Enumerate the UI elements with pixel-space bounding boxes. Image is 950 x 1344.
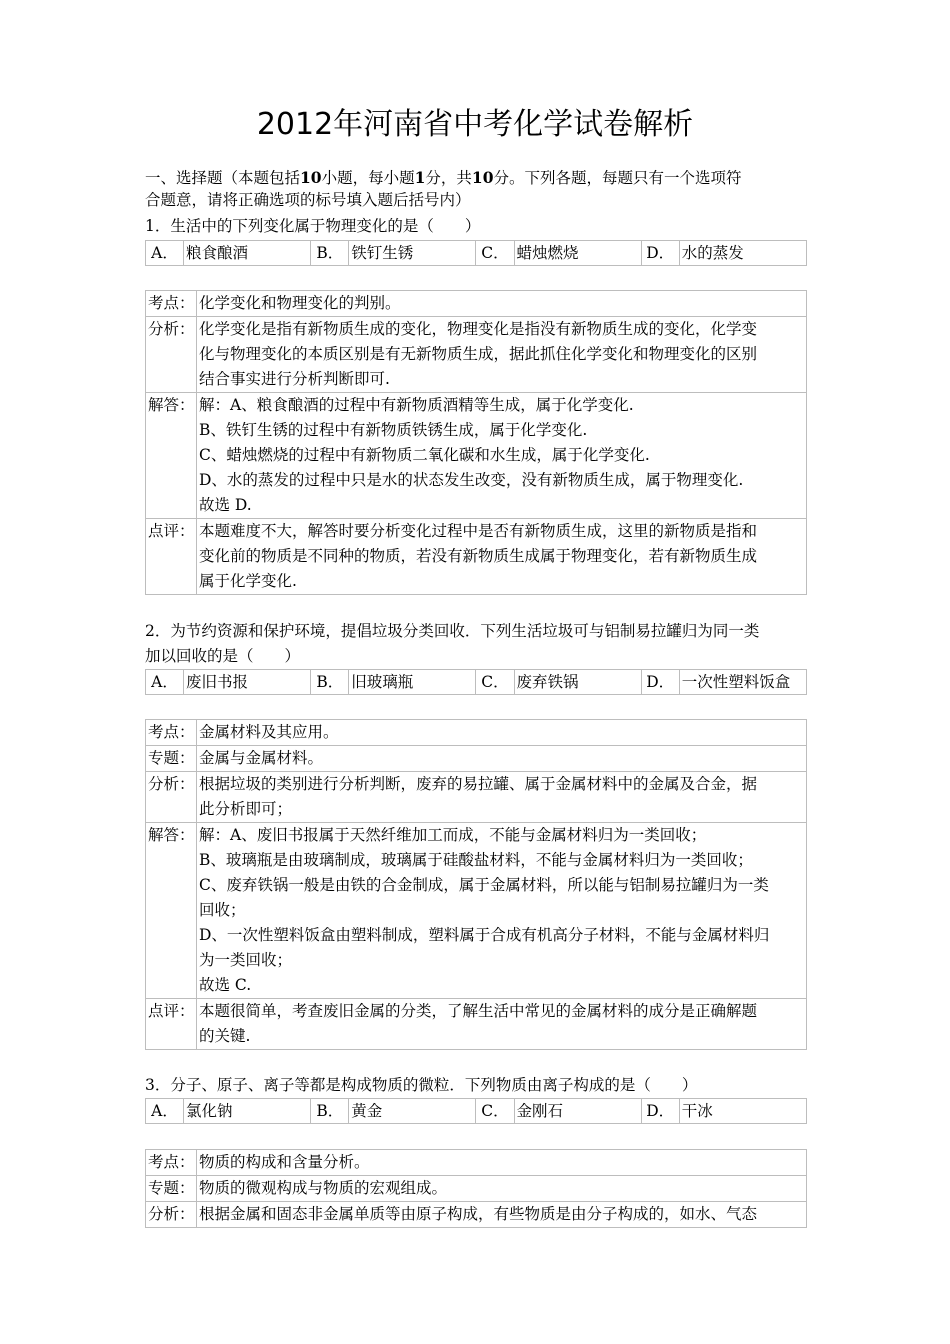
q2-analysis-row-dianping [146, 999, 807, 1050]
q1-dianping-label: 点评： [146, 519, 197, 595]
q1-kaodian-label: 考点： [146, 291, 197, 317]
q1-analysis-table [145, 290, 807, 595]
q2-option-a-text: 废旧书报 [184, 670, 311, 695]
q3-options [145, 1098, 807, 1124]
document-title: 2012年河南省中考化学试卷解析 [256, 107, 694, 142]
q1-option-b-text: 铁钉生锈 [349, 241, 476, 266]
q2-dianping-body: 本题很简单，考查废旧金属的分类，了解生活中常见的金属材料的成分是正确解题 的关键. [197, 999, 807, 1050]
q1-option-a-letter: A． [146, 241, 184, 266]
q2-analysis-row-kaodian [146, 720, 807, 746]
q1-option-b-letter: B． [311, 241, 349, 266]
q3-stem: 3．分子、原子、离子等都是构成物质的微粒．下列物质由离子构成的是（ ） [145, 1076, 698, 1094]
q2-analysis-row-zhuanti [146, 746, 807, 772]
q2-option-d-letter: D． [641, 670, 679, 695]
q2-fenxi-label: 分析： [146, 772, 197, 823]
q2-jieda-label: 解答： [146, 823, 197, 999]
q2-jieda-body: 解：A、废旧书报属于天然纤维加工而成，不能与金属材料归为一类回收； B、玻璃瓶是由玻璃制成，玻璃属于硅酸盐材料，不能与金属材料归为一类回收； C、废弃铁锅一般是由铁的合金制成，属于金属材料，所以能与铝制易拉罐归为一类 回收； D、一次性塑料饭盒由塑料制成，塑料属于合成有机高分子材料，不能与金属材料归 为一类回收； 故选 C. [197, 823, 807, 999]
q3-option-c-text: 金刚石 [514, 1099, 641, 1124]
q3-analysis-row-kaodian [146, 1150, 807, 1176]
q2-kaodian-body: 金属材料及其应用。 [197, 720, 807, 746]
q3-kaodian-body: 物质的构成和含量分析。 [197, 1150, 807, 1176]
q1-option-c-text: 蜡烛燃烧 [514, 241, 641, 266]
q3-option-b-text: 黄金 [349, 1099, 476, 1124]
q2-option-d-text: 一次性塑料饭盒 [679, 670, 806, 695]
q1-analysis-row-jieda [146, 393, 807, 519]
q3-fenxi-label: 分析： [146, 1202, 197, 1228]
q2-option-a-letter: A． [146, 670, 184, 695]
q1-dianping-body: 本题难度不大，解答时要分析变化过程中是否有新物质生成，这里的新物质是指和 变化前的物质是不同种的物质，若没有新物质生成属于物理变化，若有新物质生成 属于化学变化. [197, 519, 807, 595]
q3-analysis-row-zhuanti [146, 1176, 807, 1202]
q3-option-c-letter: C． [476, 1099, 514, 1124]
q3-option-a-letter: A． [146, 1099, 184, 1124]
q2-stem: 2．为节约资源和保护环境，提倡垃圾分类回收．下列生活垃圾可与铝制易拉罐归为同一类 加以回收的是（ ） [145, 622, 760, 665]
q2-analysis-row-jieda [146, 823, 807, 999]
q1-stem: 1．生活中的下列变化属于物理变化的是（ ） [145, 217, 481, 235]
q1-options [145, 240, 807, 266]
q3-option-d-text: 干冰 [679, 1099, 806, 1124]
q1-fenxi-label: 分析： [146, 317, 197, 393]
q2-dianping-label: 点评： [146, 999, 197, 1050]
q2-zhuanti-label: 专题： [146, 746, 197, 772]
q3-option-d-letter: D． [641, 1099, 679, 1124]
section-instructions-line-1: 一、选择题（本题包括10小题，每小题1分，共10分。下列各题，每题只有一个选项符 [145, 168, 742, 187]
q2-option-c-letter: C． [476, 670, 514, 695]
q2-zhuanti-body: 金属与金属材料。 [197, 746, 807, 772]
q1-option-d-text: 水的蒸发 [679, 241, 806, 266]
q2-fenxi-body: 根据垃圾的类别进行分析判断，废弃的易拉罐、属于金属材料中的金属及合金，据 此分析即可； [197, 772, 807, 823]
section-instructions [145, 167, 811, 211]
q3-fenxi-body: 根据金属和固态非金属单质等由原子构成，有些物质是由分子构成的，如水、气态 [197, 1202, 807, 1228]
q1-analysis-row-kaodian [146, 291, 807, 317]
q2-options [145, 669, 807, 695]
q3-zhuanti-label: 专题： [146, 1176, 197, 1202]
q1-jieda-label: 解答： [146, 393, 197, 519]
q2-option-b-letter: B． [311, 670, 349, 695]
q1-analysis-row-fenxi [146, 317, 807, 393]
q2-option-c-text: 废弃铁锅 [514, 670, 641, 695]
q3-analysis-table [145, 1149, 807, 1228]
q1-option-a-text: 粮食酿酒 [184, 241, 311, 266]
q2-analysis-table [145, 719, 807, 1050]
q1-option-d-letter: D． [641, 241, 679, 266]
q2-kaodian-label: 考点： [146, 720, 197, 746]
q1-option-c-letter: C． [476, 241, 514, 266]
q3-kaodian-label: 考点： [146, 1150, 197, 1176]
q3-zhuanti-body: 物质的微观构成与物质的宏观组成。 [197, 1176, 807, 1202]
q1-kaodian-body: 化学变化和物理变化的判别。 [197, 291, 807, 317]
q3-option-b-letter: B． [311, 1099, 349, 1124]
q2-option-b-text: 旧玻璃瓶 [349, 670, 476, 695]
section-instructions-line-2: 合题意，请将正确选项的标号填入题后括号内） [145, 191, 471, 209]
q3-option-a-text: 氯化钠 [184, 1099, 311, 1124]
q1-fenxi-body: 化学变化是指有新物质生成的变化，物理变化是指没有新物质生成的变化，化学变 化与物理变化的本质区别是有无新物质生成，据此抓住化学变化和物理变化的区别 结合事实进行分析判断即可. [197, 317, 807, 393]
q2-analysis-row-fenxi [146, 772, 807, 823]
q3-analysis-row-fenxi [146, 1202, 807, 1228]
q1-analysis-row-dianping [146, 519, 807, 595]
q1-jieda-body: 解：A、粮食酿酒的过程中有新物质酒精等生成，属于化学变化. B、铁钉生锈的过程中有新物质铁锈生成，属于化学变化. C、蜡烛燃烧的过程中有新物质二氧化碳和水生成，属于化学变化. D、水的蒸发的过程中只是水的状态发生改变，没有新物质生成，属于物理变化. 故选 D. [197, 393, 807, 519]
